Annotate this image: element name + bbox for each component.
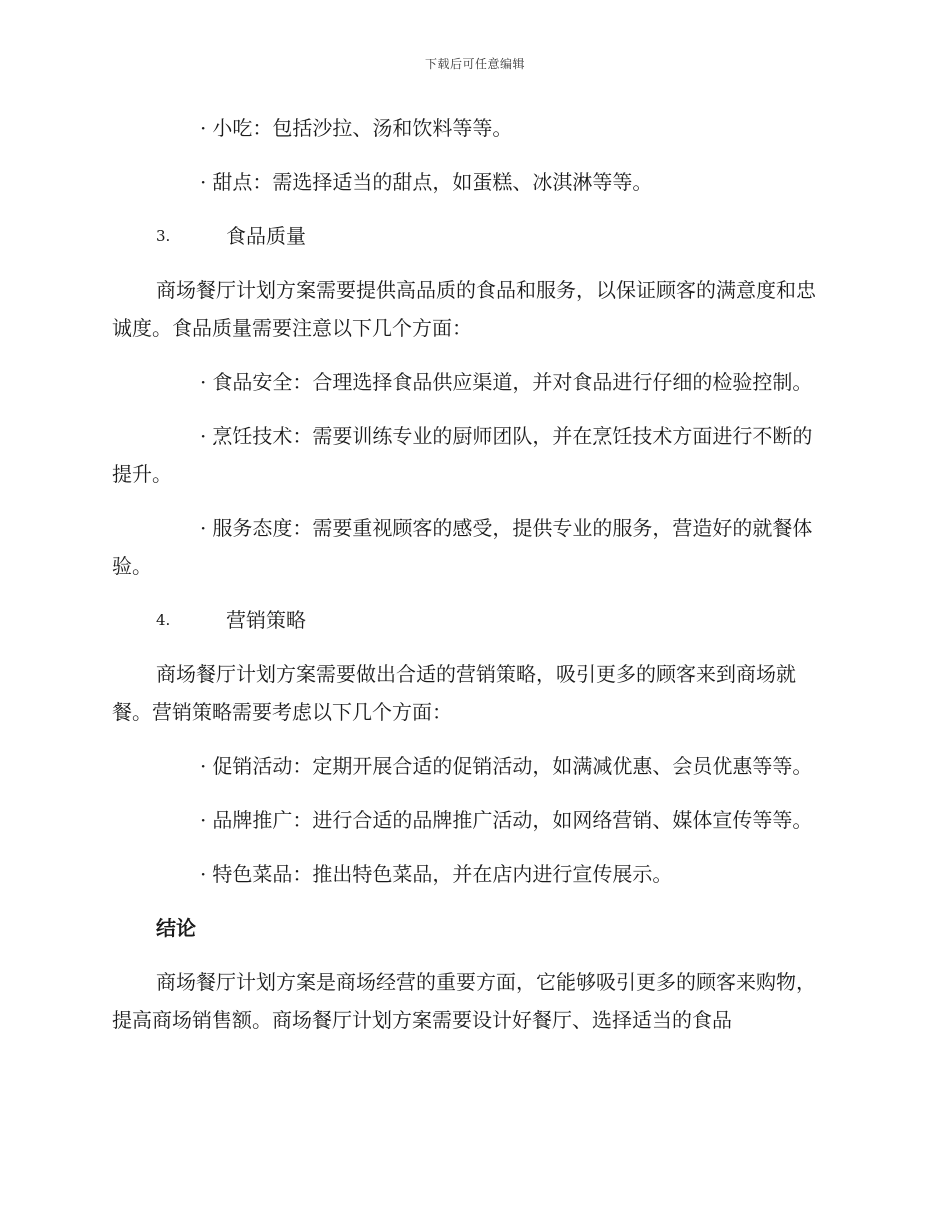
bullet-dot: · bbox=[200, 808, 207, 832]
bullet-text: 食品安全：合理选择食品供应渠道，并对食品进行仔细的检验控制。 bbox=[212, 370, 813, 394]
bullet-dot: · bbox=[200, 516, 207, 540]
list-item bbox=[112, 163, 832, 201]
header-note: 下载后可任意编辑 bbox=[424, 57, 525, 71]
bullet-text: 小吃：包括沙拉、汤和饮料等等。 bbox=[212, 116, 513, 140]
bullet-dot: · bbox=[200, 370, 207, 394]
paragraph: 商场餐厅计划方案需要提供高品质的食品和服务，以保证顾客的满意度和忠诚度。食品质量需要注意以下几个方面： bbox=[112, 278, 816, 340]
conclusion-heading: 结论 bbox=[156, 916, 196, 940]
section-title: 食品质量 bbox=[226, 224, 306, 248]
list-item bbox=[112, 363, 832, 401]
section-heading-3 bbox=[156, 217, 832, 255]
bullet-text: 服务态度：需要重视顾客的感受，提供专业的服务，营造好的就餐体验。 bbox=[112, 516, 813, 578]
section-number: 3. bbox=[156, 227, 171, 245]
list-item bbox=[112, 747, 832, 785]
document-body bbox=[112, 109, 832, 1055]
bullet-text: 促销活动：定期开展合适的促销活动，如满减优惠、会员优惠等等。 bbox=[212, 754, 813, 778]
bullet-dot: · bbox=[200, 862, 207, 886]
list-item bbox=[112, 509, 832, 585]
section-number: 4. bbox=[156, 611, 171, 629]
section-title: 营销策略 bbox=[226, 608, 306, 632]
bullet-text: 特色菜品：推出特色菜品，并在店内进行宣传展示。 bbox=[212, 862, 673, 886]
bullet-dot: · bbox=[200, 754, 207, 778]
bullet-text: 甜点：需选择适当的甜点，如蛋糕、冰淇淋等等。 bbox=[212, 170, 653, 194]
list-item bbox=[112, 109, 832, 147]
list-item bbox=[112, 801, 832, 839]
paragraph: 商场餐厅计划方案需要做出合适的营销策略，吸引更多的顾客来到商场就餐。营销策略需要考虑以下几个方面： bbox=[112, 662, 796, 724]
bullet-text: 烹饪技术：需要训练专业的厨师团队，并在烹饪技术方面进行不断的提升。 bbox=[112, 424, 813, 486]
bullet-dot: · bbox=[200, 116, 207, 140]
list-item bbox=[112, 855, 832, 893]
paragraph: 商场餐厅计划方案是商场经营的重要方面，它能够吸引更多的顾客来购物，提高商场销售额。商场餐厅计划方案需要设计好餐厅、选择适当的食品 bbox=[112, 970, 816, 1032]
section-heading-4 bbox=[156, 601, 832, 639]
bullet-dot: · bbox=[200, 424, 207, 448]
list-item bbox=[112, 417, 832, 493]
bullet-dot: · bbox=[200, 170, 207, 194]
bullet-text: 品牌推广：进行合适的品牌推广活动，如网络营销、媒体宣传等等。 bbox=[212, 808, 813, 832]
